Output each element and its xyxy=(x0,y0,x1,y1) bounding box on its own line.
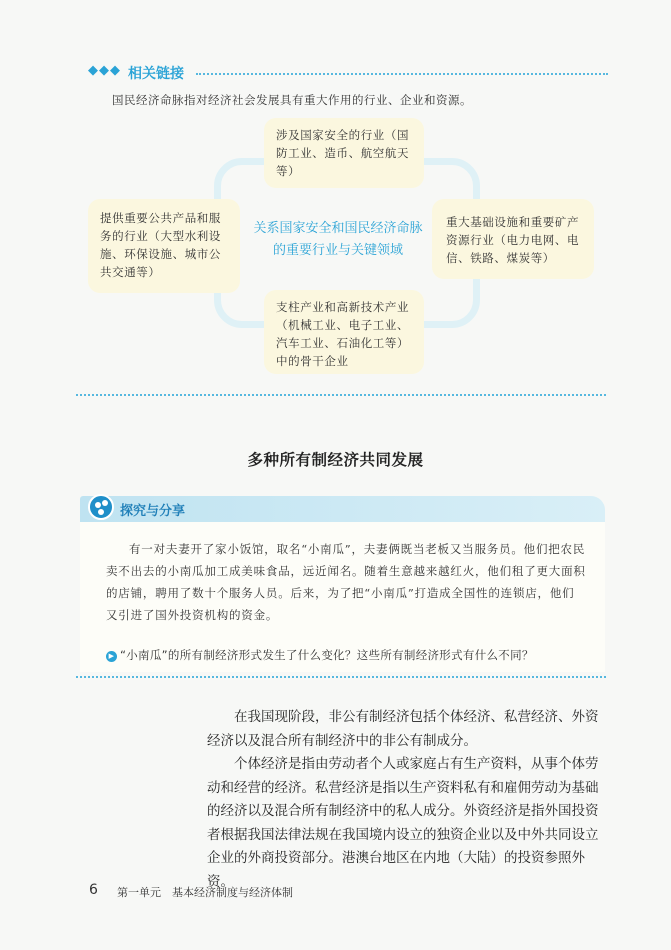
divider xyxy=(76,676,606,678)
explore-question-text: “小南瓜”的所有制经济形式发生了什么变化？这些所有制经济形式有什么不同？ xyxy=(120,648,534,662)
body-paragraph: 个体经济是指由劳动者个人或家庭占有生产资料，从事个体劳动和经营的经济。私营经济是指以生产资料私有和雇佣劳动为基础的经济以及混合所有制经济中的私人成分。外资经济是指外国投资者根据我国法律法规在我国境内设立的独资企业以及中外共同设立企业的外商投资部分。港澳台地区在内地（大陆）的投资参照外资。 xyxy=(207,756,599,890)
diagram-box-pillar-industries: 支柱产业和高新技术产业（机械工业、电子工业、汽车工业、石油化工等）中的骨干企业 xyxy=(264,290,424,374)
body-text xyxy=(207,706,603,894)
divider xyxy=(76,394,606,396)
diamond-icon: ◆◆◆ xyxy=(88,63,121,78)
related-links-intro: 国民经济命脉指对经济社会发展具有重大作用的行业、企业和资源。 xyxy=(112,93,472,107)
palette-icon xyxy=(88,494,114,520)
footer-unit-title: 第一单元 基本经济制度与经济体制 xyxy=(117,886,293,899)
divider xyxy=(196,73,608,75)
explore-question xyxy=(106,647,534,663)
diagram-box-public-goods: 提供重要公共产品和服务的行业（大型水利设施、环保设施、城市公共交通等） xyxy=(88,199,240,293)
explore-story: 有一对夫妻开了家小饭馆，取名“小南瓜”，夫妻俩既当老板又当服务员。他们把农民卖不出去的小南瓜加工成美味食品，远近闻名。随着生意越来越红火，他们租了更大面积的店铺，聘用了数十个服务人员。后来，为了把“小南瓜”打造成全国性的连锁店，他们又引进了国外投资机构的资金。 xyxy=(106,542,586,622)
diagram-box-national-security: 涉及国家安全的行业（国防工业、造币、航空航天等） xyxy=(264,118,424,188)
section-title: 多种所有制经济共同发展 xyxy=(247,451,424,469)
related-links-header xyxy=(88,62,608,84)
related-links-title: 相关链接 xyxy=(128,66,184,82)
body-paragraph: 在我国现阶段，非公有制经济包括个体经济、私营经济、外资经济以及混合所有制经济中的非公有制成分。 xyxy=(207,709,599,749)
explore-title: 探究与分享 xyxy=(120,504,186,519)
play-icon: ▶ xyxy=(106,651,117,662)
diagram-box-infrastructure: 重大基础设施和重要矿产资源行业（电力电网、电信、铁路、煤炭等） xyxy=(432,199,594,279)
diagram-center-label: 关系国家安全和国民经济命脉的重要行业与关键领域 xyxy=(253,221,423,258)
page-number: 6 xyxy=(89,882,98,898)
